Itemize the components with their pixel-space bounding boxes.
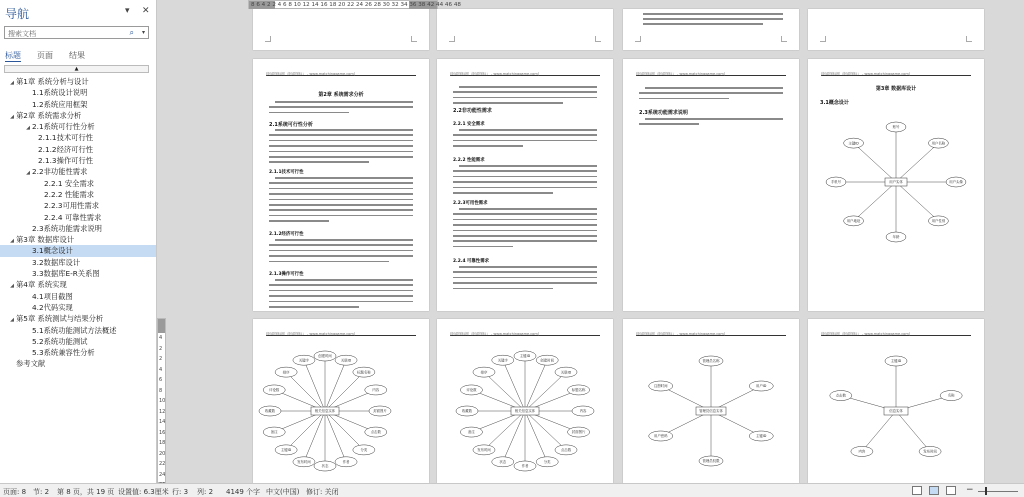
er-attribute-label: 排序 [282, 370, 290, 375]
nav-heading-item[interactable] [0, 223, 156, 234]
text-line [269, 140, 413, 142]
text-line [269, 220, 329, 222]
ruler-margin-top [158, 319, 165, 333]
nav-heading-item[interactable] [0, 110, 156, 121]
er-connector [484, 411, 525, 450]
nav-heading-item[interactable] [0, 347, 156, 358]
page-header: [阿诺图标网（阿诺图标） - www.matchinggame.com] [266, 332, 416, 336]
text-line [453, 230, 597, 232]
text-line [453, 282, 597, 284]
text-line [459, 165, 597, 167]
status-setting[interactable]: 设置值: 6.3厘米 [118, 488, 169, 496]
er-attribute-label: 分类 [360, 448, 368, 453]
er-entity-label: 管理员信息实体 [699, 409, 723, 414]
section-heading: 2.2非功能性需求 [453, 108, 492, 114]
page-header: [阿诺图标网（阿诺图标） - www.matchinggame.com] [636, 332, 786, 336]
nav-heading-label: 2.1.3操作可行性 [38, 156, 94, 166]
nav-heading-label: 第1章 系统分析与设计 [16, 77, 89, 86]
text-line [269, 250, 413, 252]
text-line [269, 209, 413, 211]
er-entity-label: 信息实体 [889, 409, 903, 414]
text-line [453, 219, 597, 221]
text-line [453, 91, 597, 93]
text-line [269, 188, 413, 190]
text-line [453, 102, 563, 104]
er-attribute-label: 创建时间 [318, 354, 332, 359]
er-diagram [253, 319, 429, 483]
page-header: [阿诺图标网（阿诺图标） - www.matchinggame.com] [636, 72, 786, 76]
tab-results[interactable]: 结果 [69, 51, 85, 60]
page-functional [623, 59, 799, 311]
er-attribute-label: 创建时间 [540, 358, 554, 363]
ruler-number: 4 [159, 366, 163, 373]
text-line [453, 288, 553, 290]
er-attribute-label: 点击数 [370, 430, 381, 435]
er-attribute-label: 内容 [579, 409, 587, 414]
status-col[interactable]: 列: 2 [197, 488, 214, 496]
er-attribute-label: 封面图片 [373, 409, 387, 414]
page-requirements [437, 59, 613, 311]
er-entity-label: 用户实体 [889, 180, 903, 185]
er-attribute-label: 用户名称 [931, 141, 946, 146]
er-connector [325, 411, 364, 450]
text-line [459, 86, 597, 88]
text-line [645, 87, 783, 89]
nav-options-chevron-icon[interactable]: ▾ [125, 6, 130, 16]
text-line [453, 192, 553, 194]
expand-toggle-icon[interactable]: ◢ [10, 113, 14, 120]
tab-headings[interactable]: 标题 [5, 51, 21, 60]
page-header: [阿诺图标网（阿诺图标） - www.matchinggame.com] [821, 332, 971, 336]
er-attribute-label: 关键字 [298, 358, 310, 363]
ruler-number: 18 [159, 440, 166, 446]
subsection-heading: 2.1.3操作可行性 [269, 272, 304, 277]
er-connector [325, 372, 364, 411]
nav-heading-label: 5.1系统功能测试方法概述 [32, 325, 117, 335]
page-er-diagram-3 [623, 319, 799, 483]
nav-heading-item[interactable] [0, 132, 156, 143]
er-attribute-label: 账号 [892, 125, 900, 130]
nav-heading-item[interactable] [0, 302, 156, 313]
nav-heading-label: 2.2.2 性能需求 [44, 189, 95, 199]
er-attribute-label: 备注 [468, 430, 475, 435]
er-attribute-label: 发布时间 [923, 449, 937, 454]
text-line [459, 266, 597, 268]
nav-heading-label: 2.1.1技术可行性 [38, 133, 94, 143]
text-line [269, 156, 413, 158]
text-line [453, 235, 597, 237]
nav-heading-item[interactable] [0, 87, 156, 98]
page-prev-3 [623, 9, 799, 50]
expand-toggle-icon[interactable]: ◢ [10, 238, 14, 245]
er-attribute-label: 用户性别 [931, 219, 946, 224]
ruler-number: 24 [159, 471, 166, 478]
nav-heading-item[interactable] [0, 189, 156, 200]
er-entity-label: 相关信息实体 [314, 409, 336, 414]
subsection-heading: 2.1.1技术可行性 [269, 170, 304, 175]
ruler-number: 8 [159, 387, 163, 394]
er-connector [896, 411, 930, 451]
read-mode-icon[interactable] [912, 486, 922, 495]
er-connector [484, 372, 525, 411]
er-connector [854, 182, 896, 221]
text-line [275, 129, 413, 131]
nav-tabs [5, 50, 85, 62]
er-attribute-label: 关联ID [340, 358, 352, 363]
er-attribute-label: 点击数 [835, 393, 846, 398]
text-line [639, 92, 783, 94]
text-line [269, 106, 413, 108]
subsection-heading: 2.2.4 可靠性需求 [453, 259, 489, 264]
print-layout-icon[interactable] [929, 486, 939, 495]
er-connector [896, 143, 938, 182]
ruler-number: 4 [159, 335, 163, 341]
page-header: [阿诺图标网（阿诺图标） - www.matchinggame.com] [450, 72, 600, 76]
text-line [453, 140, 597, 142]
er-attribute-label: 主键ID [756, 434, 767, 439]
search-placeholder: 搜索文档 [8, 30, 36, 38]
er-attribute-label: 评论数 [466, 388, 477, 393]
text-line [269, 301, 413, 303]
er-attribute-label: 名称 [947, 393, 955, 398]
text-line [275, 279, 413, 281]
text-line [269, 290, 413, 292]
nav-heading-label: 2.3系统功能需求说明 [32, 223, 102, 233]
nav-heading-item[interactable] [0, 234, 156, 245]
page-header: [阿诺图标网（阿诺图标） - www.matchinggame.com] [450, 332, 600, 336]
document-area[interactable] [166, 9, 1024, 483]
ruler-number: 16 [159, 429, 166, 436]
ruler-number: 14 [159, 419, 166, 425]
nav-heading-label: 3.2数据库设计 [32, 257, 81, 267]
page-header: [阿诺图标网（阿诺图标） - www.matchinggame.com] [821, 72, 971, 76]
text-line [453, 134, 597, 136]
text-line [453, 224, 597, 226]
nav-heading-label: 2.1系统可行性分析 [32, 122, 95, 132]
text-line [269, 284, 413, 286]
text-line [269, 182, 413, 184]
text-line [453, 213, 597, 215]
text-line [269, 134, 413, 136]
er-attribute-label: 标题名称 [357, 370, 371, 375]
er-attribute-label: 收藏数 [264, 409, 276, 414]
nav-heading-label: 第4章 系统实现 [16, 280, 67, 290]
horizontal-ruler[interactable] [248, 0, 461, 9]
text-line [269, 215, 413, 217]
page-er-diagram-2 [437, 319, 613, 483]
er-attribute-label: 发布时间 [297, 460, 311, 465]
nav-heading-item[interactable] [0, 178, 156, 189]
er-diagram [808, 319, 984, 483]
ruler-number: 2 [159, 356, 163, 362]
web-layout-icon[interactable] [946, 486, 956, 495]
er-attribute-label: 注册时间 [653, 384, 668, 389]
er-diagram [623, 319, 799, 483]
text-line [275, 239, 413, 241]
ruler-number: 22 [159, 461, 166, 467]
er-attribute-label: 主键ID [848, 141, 859, 146]
text-line [269, 161, 369, 163]
page-er-diagram-4 [808, 319, 984, 483]
text-line [453, 240, 597, 242]
zoom-slider-thumb[interactable] [985, 487, 987, 495]
text-line [453, 277, 597, 279]
page-prev-2 [437, 9, 613, 50]
er-attribute-label: 作者 [521, 464, 529, 469]
nav-heading-item[interactable] [0, 166, 156, 177]
expand-toggle-icon[interactable]: ◢ [10, 80, 14, 86]
er-attribute-label: 关键字 [497, 358, 508, 363]
text-line [269, 193, 413, 195]
er-attribute-label: 封面图片 [571, 430, 586, 435]
page-chapter3 [808, 59, 984, 311]
nav-heading-item[interactable] [0, 257, 156, 268]
text-line [453, 181, 597, 183]
nav-heading-item[interactable] [0, 291, 156, 302]
er-connector [286, 372, 325, 411]
er-attribute-label: 备注 [270, 430, 278, 435]
text-line [269, 255, 413, 257]
er-attribute-label: 主键ID [519, 354, 531, 359]
er-connector [286, 411, 325, 450]
chapter-title: 第2章 系统需求分析 [318, 92, 364, 98]
nav-heading-item[interactable] [0, 144, 156, 155]
er-attribute-label: 内容 [372, 388, 380, 393]
text-line [269, 295, 413, 297]
text-line [269, 261, 389, 263]
er-attribute-label: 用户密码 [653, 434, 668, 439]
page-prev-4 [808, 9, 984, 50]
er-attribute-label: 主键ID [280, 448, 292, 453]
expand-toggle-icon[interactable]: ◢ [26, 125, 30, 132]
er-connector [862, 411, 896, 451]
page-header: [阿诺图标网（阿诺图标） - www.matchinggame.com] [266, 72, 416, 76]
er-attribute-label: 内容 [858, 449, 866, 454]
er-entity-label: 相关信息实体 [514, 409, 536, 414]
ruler-number: 12 [159, 408, 166, 415]
er-connector [525, 411, 566, 450]
collapse-all-button[interactable]: ▲ [4, 65, 149, 73]
er-attribute-label: 收藏数 [461, 409, 473, 414]
nav-heading-label: 5.3系统兼容性分析 [32, 348, 95, 358]
status-page-count[interactable]: 第 8 页，共 19 页 [57, 488, 115, 496]
ruler-number: 10 [159, 398, 166, 404]
nav-heading-item[interactable] [0, 313, 156, 324]
text-line [275, 101, 413, 103]
nav-heading-item[interactable] [0, 200, 156, 211]
er-attribute-label: 分类 [543, 460, 551, 465]
text-line [269, 112, 349, 114]
er-attribute-label: 作者 [342, 460, 350, 465]
vertical-ruler[interactable] [157, 318, 166, 483]
text-line [645, 118, 783, 120]
er-connector [896, 182, 938, 221]
er-attribute-label: 主键ID [890, 359, 902, 364]
nav-heading-label: 参考文献 [16, 359, 46, 369]
er-diagram [437, 319, 613, 483]
er-attribute-label: 用户地址 [846, 219, 861, 224]
nav-heading-item[interactable] [0, 99, 156, 110]
zoom-slider[interactable] [978, 491, 1018, 492]
nav-heading-item[interactable] [0, 325, 156, 336]
nav-heading-item[interactable] [0, 212, 156, 223]
nav-heading-item[interactable] [0, 76, 156, 87]
er-attribute-label: 状态 [321, 464, 329, 469]
status-language[interactable]: 中文(中国) [266, 488, 300, 496]
nav-heading-label: 3.1概念设计 [32, 246, 73, 256]
er-attribute-label: 标题名称 [571, 388, 586, 393]
er-attribute-label: 排序 [480, 370, 488, 375]
er-attribute-label: 管理员权限 [702, 459, 720, 464]
nav-heading-label: 2.2.4 可靠性需求 [44, 212, 102, 222]
er-attribute-label: 发布时间 [477, 448, 491, 453]
er-attribute-label: 用户头像 [949, 180, 963, 185]
subsection-heading: 2.1.2经济可行性 [269, 232, 304, 237]
er-attribute-label: 状态 [499, 460, 507, 465]
nav-title: 导航 [5, 7, 30, 21]
nav-heading-label: 第3章 数据库设计 [16, 235, 75, 245]
close-icon[interactable]: ✕ [142, 6, 150, 16]
chapter-title: 第3章 数据库设计 [875, 86, 917, 92]
nav-heading-item[interactable] [0, 336, 156, 347]
page-prev-1 [253, 9, 429, 50]
er-attribute-label: 点击数 [560, 448, 572, 453]
ruler-number: 20 [159, 450, 166, 457]
text-line [453, 145, 523, 147]
text-line [269, 306, 359, 308]
nav-heading-label: 2.2.1 安全需求 [44, 178, 95, 188]
text-line [453, 271, 597, 273]
subsection-heading: 2.2.3可用性需求 [453, 201, 488, 206]
er-attribute-label: 评论数 [269, 388, 280, 393]
tab-pages[interactable]: 页面 [37, 51, 53, 60]
text-line [453, 97, 597, 99]
er-connector [525, 372, 566, 411]
text-line [453, 246, 513, 248]
status-word-count[interactable]: 4149 个字 [226, 488, 261, 496]
er-attribute-label: 关联ID [560, 370, 572, 375]
text-line [269, 244, 413, 246]
nav-heading-label: 1.2系统应用框架 [32, 99, 88, 109]
text-line [459, 129, 597, 131]
er-attribute-label: 年龄 [892, 235, 900, 240]
zoom-out-icon[interactable]: − [966, 485, 974, 495]
nav-heading-label: 2.2非功能性需求 [32, 167, 88, 177]
heading-tree [0, 76, 156, 370]
text-line [275, 177, 413, 179]
section-heading: 2.1系统可行性分析 [269, 122, 313, 128]
nav-heading-item[interactable] [0, 155, 156, 166]
expand-toggle-icon[interactable]: ◢ [10, 317, 14, 324]
ruler-top-scale: 8 6 4 2 2 4 6 8 10 12 14 16 18 20 22 24 26 28 30 32 34 36 38 42 44 46 48 [251, 2, 461, 8]
nav-heading-label: 3.3数据库E-R关系图 [32, 269, 100, 279]
page-chapter2 [253, 59, 429, 311]
text-line [269, 199, 413, 201]
nav-heading-item[interactable] [0, 245, 156, 256]
er-attribute-label: 管理员名称 [702, 359, 720, 364]
text-line [269, 151, 413, 153]
text-line [269, 145, 413, 147]
ruler-number: 6 [159, 377, 163, 383]
search-input[interactable] [4, 26, 149, 39]
nav-heading-label: 5.2系统功能测试 [32, 336, 88, 346]
expand-toggle-icon[interactable]: ◢ [10, 283, 14, 290]
er-diagram [808, 59, 984, 311]
nav-heading-label: 第5章 系统测试与结果分析 [16, 314, 104, 324]
text-line [459, 208, 597, 210]
section-heading: 2.3系统功能需求说明 [639, 110, 688, 116]
text-line [269, 204, 413, 206]
text-line [639, 123, 699, 125]
er-attribute-label: 手机号 [830, 180, 842, 185]
nav-heading-label: 4.1项目截图 [32, 291, 73, 301]
nav-heading-item[interactable] [0, 358, 156, 369]
text-line [453, 176, 597, 178]
ruler-number: 2 [159, 345, 163, 352]
nav-heading-label: 第2章 系统需求分析 [16, 110, 82, 120]
text-line [453, 187, 597, 189]
nav-heading-label: 2.2.3可用性需求 [44, 201, 100, 211]
expand-toggle-icon[interactable]: ◢ [26, 170, 30, 177]
nav-heading-item[interactable] [0, 279, 156, 290]
nav-heading-label: 1.1系统设计说明 [32, 88, 88, 98]
status-row[interactable]: 行: 3 [172, 488, 189, 496]
status-track-changes[interactable]: 修订: 关闭 [306, 488, 339, 496]
subsection-heading: 2.2.2 性能需求 [453, 158, 485, 163]
chevron-down-icon[interactable]: ▾ [141, 29, 145, 36]
text-line [453, 170, 597, 172]
er-attribute-label: 用户ID [756, 384, 767, 389]
status-section[interactable]: 节: 2 [33, 488, 50, 496]
er-connector [854, 143, 896, 182]
subsection-heading: 2.2.1 安全需求 [453, 122, 485, 127]
nav-heading-label: 4.2代码实现 [32, 302, 73, 312]
nav-heading-label: 2.1.2经济可行性 [38, 144, 94, 154]
status-bar [0, 483, 1024, 497]
text-line [639, 98, 729, 100]
status-page[interactable]: 页面: 8 [3, 488, 27, 496]
page-er-diagram-1 [253, 319, 429, 483]
navigation-pane [0, 0, 157, 483]
nav-heading-item[interactable] [0, 121, 156, 132]
section-heading: 3.1概念设计 [820, 100, 849, 106]
search-icon[interactable]: ⌕ [129, 28, 134, 37]
nav-heading-item[interactable] [0, 268, 156, 279]
